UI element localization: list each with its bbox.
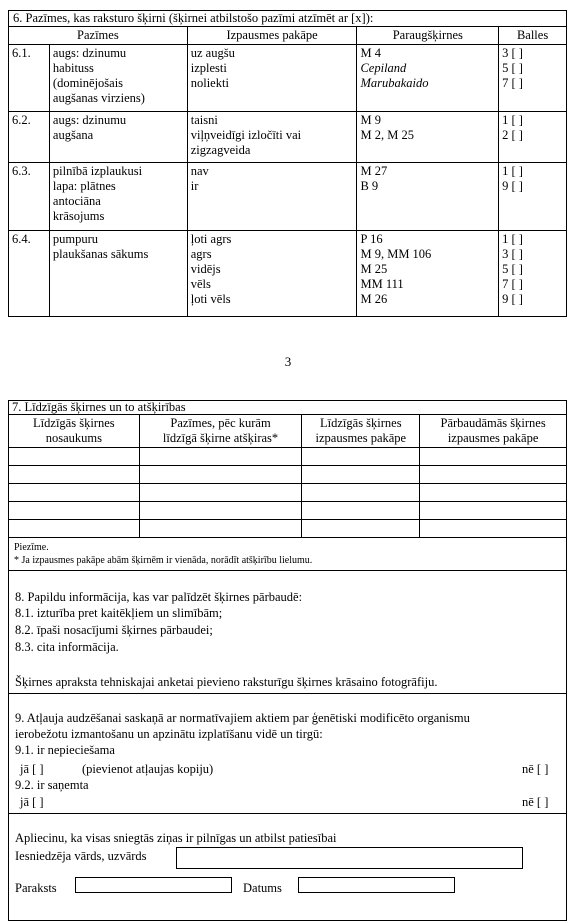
no-checkbox-2[interactable]: nē [ ] — [522, 795, 549, 809]
score-checkbox[interactable]: 9 [ ] — [502, 292, 523, 306]
note-label: Piezīme. — [14, 542, 49, 553]
score-checkbox[interactable]: 1 [ ] — [502, 232, 523, 246]
feature-cell: augs: dzinumu augšana — [49, 112, 187, 163]
date-label: Datums — [243, 881, 282, 895]
signature-label: Paraksts — [15, 881, 57, 895]
examples-cell: P 16 M 9, MM 106 M 25 MM 111 M 26 — [357, 231, 499, 317]
table-row[interactable] — [9, 520, 567, 538]
yes-checkbox-2[interactable]: jā [ ] — [20, 795, 44, 809]
score-checkbox[interactable]: 3 [ ] — [502, 46, 523, 60]
certification-statement: Apliecinu, ka visas sniegtās ziņas ir pilnīgas un atbilst patiesībai — [15, 831, 337, 845]
divider — [8, 570, 567, 571]
examples-cell: M 4 Cepiland Marubakaido — [357, 45, 499, 112]
table-row[interactable] — [9, 466, 567, 484]
score-checkbox[interactable]: 3 [ ] — [502, 247, 523, 261]
yes-checkbox-1[interactable]: jā [ ] — [20, 762, 44, 776]
levels-cell: ļoti agrs agrs vidējs vēls ļoti vēls — [187, 231, 357, 317]
section8-item: 8.2. īpaši nosacījumi šķirnes pārbaudei; — [15, 623, 213, 637]
section8-item: 8.3. cita informācija. — [15, 640, 119, 654]
header-example-varieties: Paraugšķirnes — [357, 27, 499, 45]
table-row[interactable] — [9, 448, 567, 466]
section9-title-line1: 9. Atļauja audzēšanai saskaņā ar normatīvajiem aktiem par ģenētiski modificēto organismu — [15, 711, 470, 725]
examples-cell: M 9 M 2, M 25 — [357, 112, 499, 163]
score-checkbox[interactable]: 9 [ ] — [502, 179, 523, 193]
table-row — [9, 112, 567, 163]
note-text: * Ja izpausmes pakāpe abām šķirnēm ir vienāda, norādīt atšķirību lielumu. — [14, 555, 313, 566]
applicant-name-label: Iesniedzēja vārds, uzvārds — [15, 849, 147, 863]
table-row — [9, 163, 567, 231]
header-similar-name: Līdzīgās šķirnes nosaukums — [9, 415, 140, 448]
section6-title: 6. Pazīmes, kas raksturo šķirni (šķirnei atbilstošo pazīmi atzīmēt ar [x]): — [9, 11, 567, 27]
applicant-name-field[interactable] — [176, 847, 523, 869]
row-number: 6.4. — [9, 231, 50, 317]
row-number: 6.3. — [9, 163, 50, 231]
header-tested-level: Pārbaudāmās šķirnes izpausmes pakāpe — [420, 415, 567, 448]
header-expression-level: Izpausmes pakāpe — [187, 27, 357, 45]
divider — [8, 693, 567, 694]
header-features: Pazīmes — [9, 27, 188, 45]
table-row[interactable] — [9, 484, 567, 502]
row-number: 6.1. — [9, 45, 50, 112]
similar-varieties-table — [8, 414, 567, 538]
no-checkbox-1[interactable]: nē [ ] — [522, 762, 549, 776]
scores-cell — [499, 231, 567, 317]
scores-cell — [499, 112, 567, 163]
section7-title: 7. Līdzīgās šķirnes un to atšķirības — [12, 400, 186, 414]
divider — [8, 813, 567, 814]
score-checkbox[interactable]: 2 [ ] — [502, 128, 523, 142]
signature-field[interactable] — [75, 877, 232, 893]
row-number: 6.2. — [9, 112, 50, 163]
levels-cell: uz augšu izplesti noliekti — [187, 45, 357, 112]
levels-cell: nav ir — [187, 163, 357, 231]
feature-cell: augs: dzinumu habituss (dominējošais augšanas virziens) — [49, 45, 187, 112]
section9-item1: 9.1. ir nepieciešama — [15, 743, 115, 757]
feature-cell: pilnībā izplaukusi lapa: plātnes antociāna krāsojums — [49, 163, 187, 231]
header-differences: Pazīmes, pēc kurām līdzīgā šķirne atšķiras* — [139, 415, 302, 448]
section9-item2: 9.2. ir saņemta — [15, 778, 89, 792]
header-scores: Balles — [499, 27, 567, 45]
feature-cell: pumpuru plaukšanas sākums — [49, 231, 187, 317]
section8-item: 8.1. izturība pret kaitēkļiem un slimībām; — [15, 606, 223, 620]
score-checkbox[interactable]: 5 [ ] — [502, 61, 523, 75]
page-number: 3 — [284, 354, 292, 369]
photo-note: Šķirnes apraksta tehniskajai anketai pievieno raksturīgu šķirnes krāsaino fotogrāfiju. — [15, 675, 438, 689]
score-checkbox[interactable]: 5 [ ] — [502, 262, 523, 276]
date-field[interactable] — [298, 877, 455, 893]
table-row — [9, 231, 567, 317]
features-table — [8, 10, 567, 317]
attach-copy-note: (pievienot atļaujas kopiju) — [82, 762, 214, 776]
table-row[interactable] — [9, 502, 567, 520]
levels-cell: taisni viļņveidīgi izločīti vai zigzagveida — [187, 112, 357, 163]
score-checkbox[interactable]: 1 [ ] — [502, 113, 523, 127]
section9-title-line2: ierobežotu izmantošanu un apzinātu izplatīšanu vidē un tirgū: — [15, 727, 323, 741]
score-checkbox[interactable]: 1 [ ] — [502, 164, 523, 178]
scores-cell — [499, 163, 567, 231]
examples-cell: M 27 B 9 — [357, 163, 499, 231]
header-similar-level: Līdzīgās šķirnes izpausmes pakāpe — [302, 415, 420, 448]
score-checkbox[interactable]: 7 [ ] — [502, 76, 523, 90]
section8-title: 8. Papildu informācija, kas var palīdzēt šķirnes pārbaudē: — [15, 590, 303, 604]
scores-cell — [499, 45, 567, 112]
table-row — [9, 45, 567, 112]
score-checkbox[interactable]: 7 [ ] — [502, 277, 523, 291]
